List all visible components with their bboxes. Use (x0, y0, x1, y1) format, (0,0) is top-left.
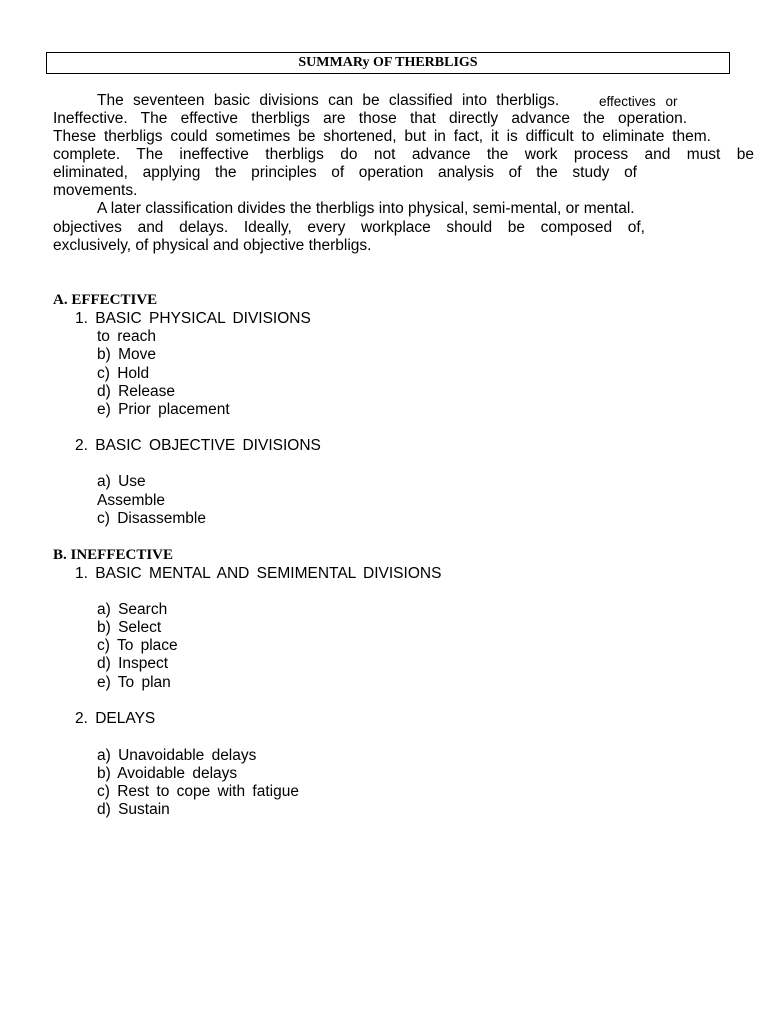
list-item: c) Disassemble (97, 510, 206, 527)
list-item: e) Prior placement (97, 401, 230, 418)
subsection-heading: 1. BASIC PHYSICAL DIVISIONS (75, 310, 311, 327)
paragraph-line (97, 200, 635, 218)
document-title: SUMMARy OF THERBLIGS (46, 52, 730, 74)
list-item: to reach (97, 328, 157, 345)
paragraph-text: A later classification divides the therbligs into physical, semi-mental, or mental. (97, 200, 635, 217)
subsection-heading: 1. BASIC MENTAL AND SEMIMENTAL DIVISIONS (75, 565, 442, 582)
list-item: b) Move (97, 346, 156, 363)
list-item: d) Inspect (97, 655, 169, 672)
paragraph-line (53, 182, 137, 200)
paragraph-text: movements. (53, 182, 138, 199)
list-item: d) Sustain (97, 801, 170, 818)
paragraph-line (53, 164, 637, 182)
list-item: a) Search (97, 601, 168, 618)
subsection-heading: 2. DELAYS (75, 710, 156, 727)
list-item: c) To place (97, 637, 178, 654)
paragraph-text: Ineffective. The effective therbligs are those that directly advance the operation. (53, 110, 687, 127)
section-heading-ineffective: B. INEFFECTIVE (53, 547, 174, 563)
paragraph-line (53, 219, 645, 237)
section-heading-effective: A. EFFECTIVE (53, 292, 158, 308)
list-item: b) Select (97, 619, 162, 636)
paragraph-text: exclusively, of physical and objective therbligs. (53, 237, 372, 254)
list-item: Assemble (97, 492, 166, 509)
paragraph-text: effectives or (599, 94, 678, 109)
paragraph-text: The seventeen basic divisions can be classified into therbligs. (97, 92, 560, 109)
paragraph-line (53, 146, 754, 164)
paragraph-text: complete. The ineffective therbligs do not advance the work process and must be (53, 146, 754, 163)
list-item: c) Rest to cope with fatigue (97, 783, 299, 800)
paragraph-text: objectives and delays. Ideally, every workplace should be composed of, (53, 219, 645, 236)
paragraph-line (53, 128, 711, 146)
list-item: e) To plan (97, 674, 171, 691)
list-item: b) Avoidable delays (97, 765, 238, 782)
list-item: c) Hold (97, 365, 150, 382)
paragraph-line (97, 92, 559, 110)
list-item: a) Use (97, 473, 146, 490)
list-item: a) Unavoidable delays (97, 747, 257, 764)
subsection-heading: 2. BASIC OBJECTIVE DIVISIONS (75, 437, 321, 454)
paragraph-text: eliminated, applying the principles of operation analysis of the study of (53, 164, 637, 181)
paragraph-line (599, 93, 678, 111)
paragraph-line (53, 110, 687, 128)
paragraph-line (53, 237, 371, 255)
list-item: d) Release (97, 383, 175, 400)
paragraph-text: These therbligs could sometimes be shortened, but in fact, it is difficult to eliminate them. (53, 128, 711, 145)
